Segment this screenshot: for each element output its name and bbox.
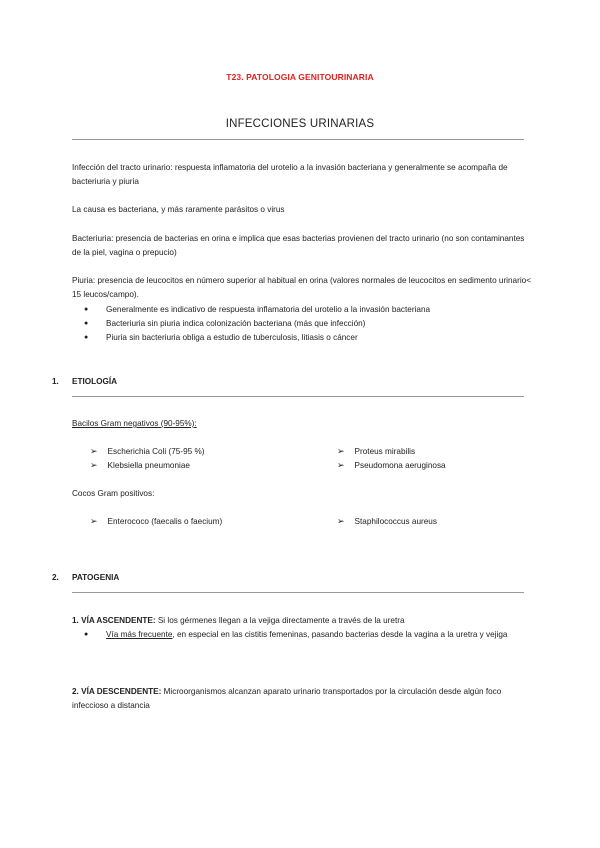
- page-title: INFECCIONES URINARIAS: [225, 118, 375, 130]
- list-item: ➢ Pseudomona aeruginosa: [337, 461, 446, 471]
- subject-title: T23. PATOLOGIA GENITOURINARIA: [226, 72, 374, 82]
- section-number-etiologia: 1.: [52, 377, 59, 386]
- arrow-bullet-icon: ➢: [337, 447, 345, 457]
- divider: [72, 592, 524, 593]
- list-item: ● Piuria sin bacteriuria obliga a estudio de tuberculosis, litiasis o cáncer: [84, 331, 534, 345]
- list-item: ● Generalmente es indicativo de respuesta inflamatoria del urotelio a la invasión bacteriana: [84, 303, 534, 317]
- arrow-bullet-icon: ➢: [90, 517, 98, 527]
- list-item: ➢ Enterococo (faecalis o faecium): [90, 517, 223, 527]
- paragraph-piuria: Piuria: presencia de leucocitos en número superior al habitual en orina (valores normales de leucocitos en sedimento urinario< 15 leucos/campo).: [72, 276, 531, 299]
- via-descendente-label: 2. VÍA DESCENDENTE:: [72, 687, 162, 696]
- arrow-bullet-icon: ➢: [90, 447, 98, 457]
- arrow-bullet-icon: ➢: [90, 461, 98, 471]
- section-heading-etiologia: ETIOLOGÍA: [72, 377, 118, 386]
- list-item: ● Bacteriuria sin piuria indica colonización bacteriana (más que infección): [84, 317, 534, 331]
- divider: [72, 139, 524, 140]
- divider: [72, 396, 524, 397]
- via-descendente-paragraph: 2. VÍA DESCENDENTE: Microorganismos alcanzan aparato urinario transportados por la circulación desde algún foco infeccioso a distancia: [72, 687, 502, 710]
- list-item: ➢ Proteus mirabilis: [337, 447, 416, 457]
- paragraph-bacteriuria: Bacteriuria: presencia de bacterias en orina e implica que esas bacterias provienen del tracto urinario (no son contaminantes de la piel, vagina o prepucio): [72, 234, 525, 257]
- list-item: ● Vía más frecuente, en especial en las cistitis femeninas, pasando bacterias desde la vagina a la uretra y vejiga: [84, 628, 534, 642]
- list-item: ➢ Escherichia Coli (75-95 %): [90, 447, 205, 457]
- section-heading-patogenia: PATOGENIA: [72, 573, 120, 582]
- list-item: ➢ Klebsiella pneumoniae: [90, 461, 190, 471]
- via-ascendente-label: 1. VÍA ASCENDENTE:: [72, 616, 156, 625]
- piuria-bullet-list: [84, 303, 534, 345]
- paragraph-causa: La causa es bacteriana, y más raramente parásitos o virus: [72, 205, 285, 214]
- list-item: ➢ Staphilococcus aureus: [337, 517, 437, 527]
- gram-positive-heading: Cocos Gram positivos:: [72, 489, 155, 498]
- section-number-patogenia: 2.: [52, 573, 59, 582]
- arrow-bullet-icon: ➢: [337, 461, 345, 471]
- gram-negative-heading: Bacilos Gram negativos (90-95%):: [72, 419, 197, 428]
- arrow-bullet-icon: ➢: [337, 517, 345, 527]
- via-ascendente-paragraph: 1. VÍA ASCENDENTE: Si los gérmenes llegan a la vejiga directamente a través de la uretra: [72, 616, 405, 625]
- paragraph-infeccion: Infección del tracto urinario: respuesta inflamatoria del urotelio a la invasión bacteriana y generalmente se acompaña de bacteriuria y piuria: [72, 163, 508, 186]
- via-ascendente-bullets: [84, 628, 534, 642]
